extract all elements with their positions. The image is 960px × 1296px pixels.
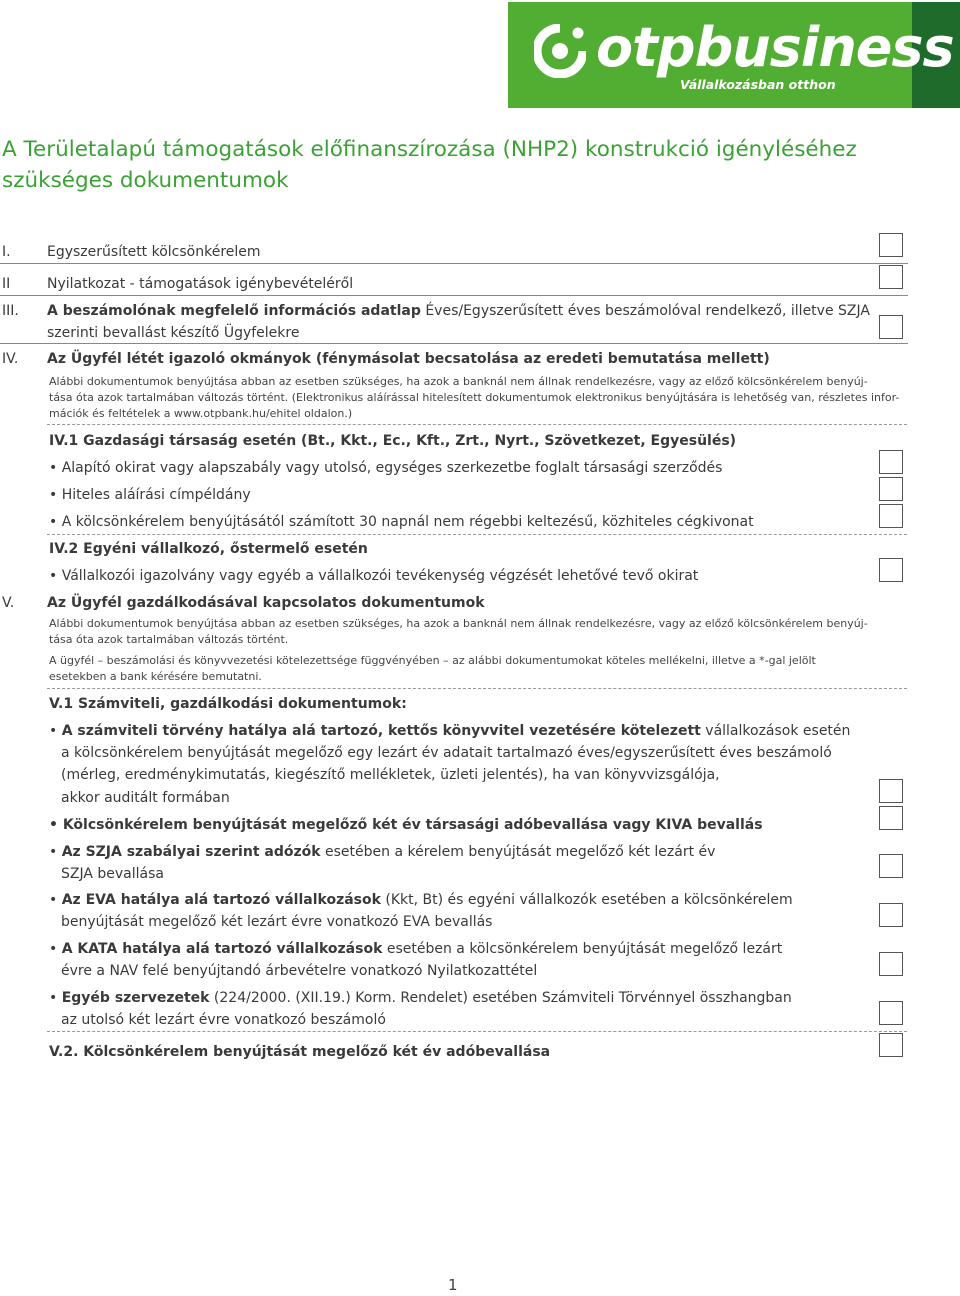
section-4-note: tása óta azok tartalmában változás történt. (Elektronikus aláírással hitelesített dokumentumok elektronikus benyújtására is lehetőség van, részletes infor- [49, 391, 900, 404]
dashed-divider [47, 424, 907, 425]
list-item [49, 938, 782, 960]
section-5-note: A ügyfél – beszámolási és könyvvezetési kötelezettsége függvényében – az alábbi dokumentumokat köteles mellékelni, illetve a *-gal jelölt [49, 654, 816, 667]
brand-tagline: Vállalkozásban otthon [680, 77, 836, 92]
checkbox-item[interactable] [879, 903, 903, 927]
subsection-4-1-heading: IV.1 Gazdasági társaság esetén (Bt., Kkt., Ec., Kft., Zrt., Nyrt., Szövetkezet, Egyesülés) [49, 433, 737, 449]
item-bold: Az EVA hatálya alá tartozó vállalkozások [61, 892, 381, 908]
item-continuation: benyújtását megelőző két lezárt évre vonatkozó EVA bevallás [61, 914, 493, 930]
list-item [49, 841, 715, 863]
dashed-divider [47, 688, 907, 689]
list-item [49, 889, 793, 911]
item-bold: A KATA hatálya alá tartozó vállalkozások [61, 941, 383, 957]
page-number: 1 [448, 1276, 458, 1294]
section-1-label: Egyszerűsített kölcsönkérelem [47, 244, 261, 260]
section-number: III. [2, 303, 19, 319]
dashed-divider [47, 534, 907, 535]
section-5-note: Alábbi dokumentumok benyújtása abban az esetben szükséges, ha azok a banknál nem állnak rendelkezésre, vagy az előző kölcsönkérelem benyúj- [49, 617, 868, 630]
divider [0, 263, 908, 264]
checkbox-item[interactable] [879, 779, 903, 803]
checkbox-section-2[interactable] [879, 265, 903, 289]
section-2-label: Nyilatkozat - támogatások igénybevételéről [47, 276, 354, 292]
checkbox-item[interactable] [879, 558, 903, 582]
brand-name: otpbusiness [596, 16, 954, 79]
list-item [49, 987, 792, 1009]
list-item: • Hiteles aláírási címpéldány [49, 484, 251, 506]
item-continuation: (mérleg, eredménykimutatás, kiegészítő mellékletek, üzleti jelentés), ha van könyvvizsgálója, [61, 767, 720, 783]
item-bold: A számviteli törvény hatálya alá tartozó, kettős könyvvitel vezetésére kötelezett [61, 723, 701, 739]
item-bold: Egyéb szervezetek [61, 990, 210, 1006]
otp-logo-icon [534, 24, 586, 78]
section-3-line-2: szerinti bevallást készítő Ügyfelekre [47, 325, 300, 341]
section-number: I. [2, 244, 11, 260]
section-number: V. [2, 595, 15, 611]
checkbox-item[interactable] [879, 504, 903, 528]
checkbox-section-1[interactable] [879, 233, 903, 257]
checkbox-item[interactable] [879, 854, 903, 878]
subsection-5-1-heading: V.1 Számviteli, gazdálkodási dokumentumok: [49, 696, 407, 712]
list-item: • A kölcsönkérelem benyújtásától számított 30 napnál nem régebbi keltezésű, közhiteles cégkivonat [49, 511, 754, 533]
section-4-heading: Az Ügyfél létét igazoló okmányok (fénymásolat becsatolása az eredeti bemutatása mellett) [47, 351, 770, 367]
section-4-note: mációk és feltételek a www.otpbank.hu/ehitel oldalon.) [49, 407, 353, 420]
section-number: II [2, 276, 11, 292]
item-rest: esetében a kérelem benyújtását megelőző két lezárt év [320, 844, 716, 860]
item-bold: Az SZJA szabályai szerint adózók [61, 844, 321, 860]
checkbox-item[interactable] [879, 806, 903, 830]
page-title: A Területalapú támogatások előfinanszírozása (NHP2) konstrukció igényléséhez szükséges dokumentumok [2, 137, 857, 193]
list-item: • Alapító okirat vagy alapszabály vagy utolsó, egységes szerkezetbe foglalt társasági szerződés [49, 457, 722, 479]
section-number: IV. [2, 351, 19, 367]
checkbox-item[interactable] [879, 952, 903, 976]
list-item [49, 720, 850, 742]
item-rest: (Kkt, Bt) és egyéni vállalkozók esetében a kölcsönkérelem [380, 892, 793, 908]
item-continuation: az utolsó két lezárt évre vonatkozó beszámoló [61, 1012, 386, 1028]
section-4-note: Alábbi dokumentumok benyújtása abban az esetben szükséges, ha azok a banknál nem állnak rendelkezésre, vagy az előző kölcsönkérelem benyúj- [49, 375, 868, 388]
checkbox-item[interactable] [879, 1033, 903, 1057]
section-5-heading: Az Ügyfél gazdálkodásával kapcsolatos dokumentumok [47, 595, 485, 611]
checkbox-item[interactable] [879, 477, 903, 501]
section-5-note: tása óta azok tartalmában változás történt. [49, 633, 289, 646]
subsection-5-2-heading: V.2. Kölcsönkérelem benyújtását megelőző két év adóbevallása [49, 1044, 551, 1060]
item-rest: vállalkozások esetén [700, 723, 851, 739]
checkbox-section-3[interactable] [879, 315, 903, 339]
list-item: • Kölcsönkérelem benyújtását megelőző két év társasági adóbevallása vagy KIVA bevallás [49, 814, 763, 836]
item-continuation: a kölcsönkérelem benyújtását megelőző egy lezárt év adatait tartalmazó éves/egyszerűsített éves beszámoló [61, 745, 832, 761]
section-3-rest: Éves/Egyszerűsített éves beszámolóval rendelkező, illetve SZJA [420, 303, 870, 319]
list-item: • Vállalkozói igazolvány vagy egyéb a vállalkozói tevékenység végzését lehetővé tevő okirat [49, 565, 698, 587]
item-continuation: SZJA bevallása [61, 866, 164, 882]
checkbox-item[interactable] [879, 1001, 903, 1025]
checkbox-item[interactable] [879, 450, 903, 474]
divider [0, 295, 908, 296]
subsection-4-2-heading: IV.2 Egyéni vállalkozó, őstermelő esetén [49, 541, 368, 557]
section-5-note: esetekben a bank kérésére bemutatni. [49, 670, 262, 683]
item-rest: esetében a kölcsönkérelem benyújtását megelőző lezárt [382, 941, 783, 957]
item-continuation: évre a NAV felé benyújtandó árbevételre vonatkozó Nyilatkozattétel [61, 963, 538, 979]
section-3-line-1 [47, 300, 870, 322]
item-continuation: akkor auditált formában [61, 790, 230, 806]
dashed-divider [47, 1031, 907, 1032]
section-3-bold: A beszámolónak megfelelő információs adatlap [47, 303, 421, 319]
item-rest: (224/2000. (XII.19.) Korm. Rendelet) esetében Számviteli Törvénnyel összhangban [209, 990, 792, 1006]
divider [0, 343, 908, 344]
